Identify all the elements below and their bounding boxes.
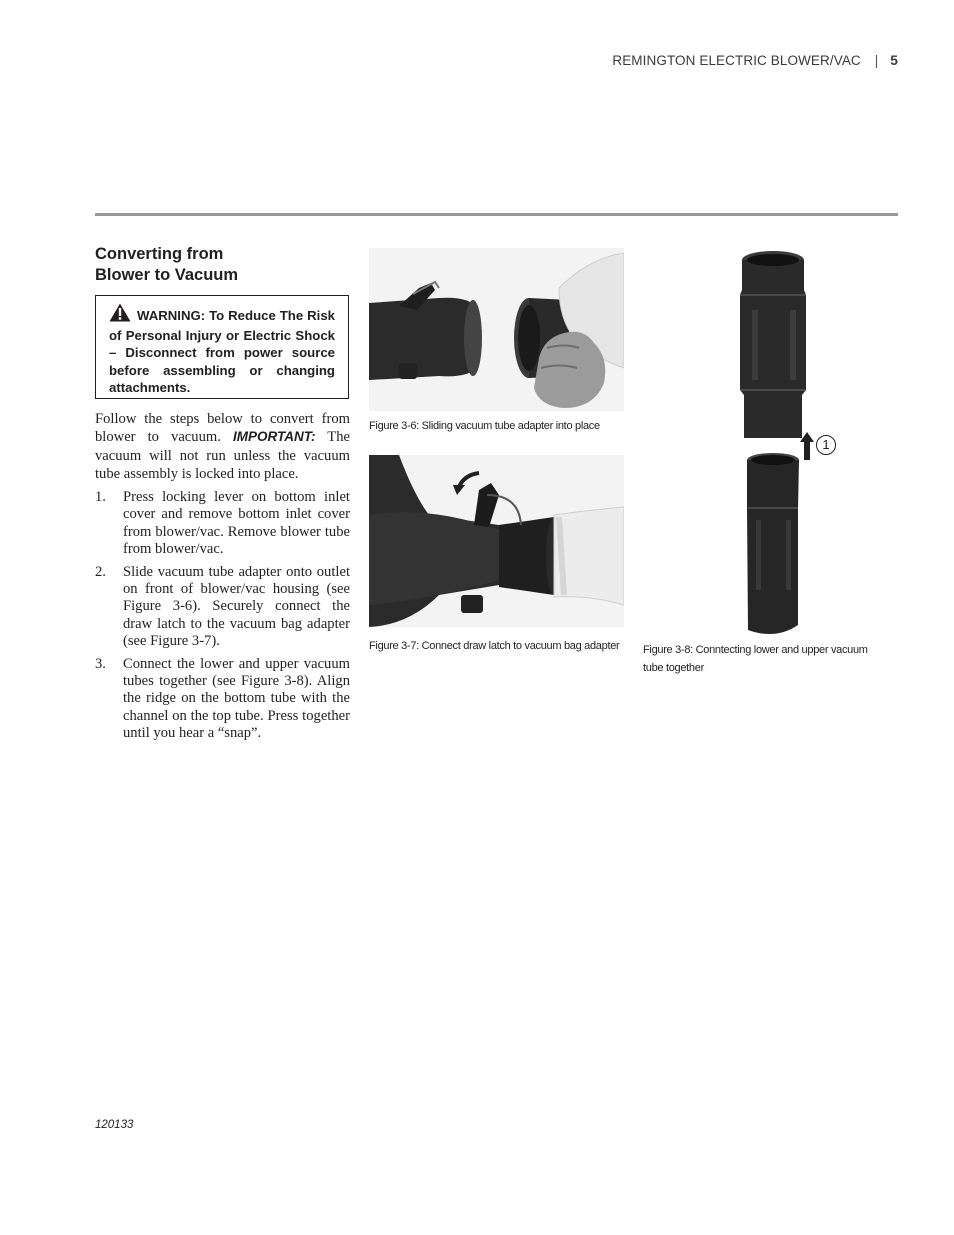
running-header [612, 53, 898, 68]
section-title-line-2: Blower to Vacuum [95, 266, 239, 284]
section-title-line-1: Converting from [95, 245, 224, 263]
section-rule [95, 213, 898, 216]
intro-text-before: Follow the steps below to convert from blower to vacuum. [95, 411, 350, 446]
step-text: Press locking lever on bottom inlet cover and remove bottom inlet cover from blower/vac. Remove blower tube from blower/vac. [123, 489, 350, 558]
callout-number: 1 [816, 435, 836, 455]
header-title: REMINGTON ELECTRIC BLOWER/VAC [612, 53, 861, 68]
step-number: 3. [95, 655, 106, 672]
warning-text: WARNING: To Reduce The Risk of Personal Injury or Electric Shock – Disconnect from power source before assembling or changing attachments. [109, 308, 335, 396]
figure-3-7-image [369, 455, 624, 627]
step-text: Connect the lower and upper vacuum tubes together (see Figure 3-8). Align the ridge on the bottom tube with the channel on the top tube. Press together until you hear a “snap”. [123, 655, 350, 742]
document-number: 120133 [95, 1119, 134, 1131]
list-item [95, 656, 350, 743]
figure-3-6-image [369, 248, 624, 411]
warning-triangle-icon [109, 303, 131, 327]
step-text: Slide vacuum tube adapter onto outlet on front of blower/vac housing (see Figure 3-6). Securely connect the draw latch to the vacuum bag adapter (see Figure 3-7). [123, 563, 350, 650]
intro-paragraph [95, 410, 350, 483]
step-number: 1. [95, 489, 106, 505]
steps-list [95, 489, 350, 748]
important-label: IMPORTANT: [232, 429, 316, 445]
list-item [95, 564, 350, 651]
intro-text-after: The vacuum will not run unless the vacuum tube assembly is locked into place. [95, 429, 350, 482]
list-item [95, 489, 350, 559]
figure-3-6-caption: Figure 3-6: Sliding vacuum tube adapter into place [369, 420, 600, 432]
figure-3-8-caption: Figure 3-8: Conntecting lower and upper vacuum tube together [643, 644, 868, 674]
figure-3-7-caption: Figure 3-7: Connect draw latch to vacuum bag adapter [369, 640, 620, 652]
step-number: 2. [95, 563, 106, 580]
warning-box [95, 295, 349, 399]
header-separator: | [874, 53, 879, 68]
page-number: 5 [890, 53, 898, 68]
section-title [95, 244, 335, 286]
